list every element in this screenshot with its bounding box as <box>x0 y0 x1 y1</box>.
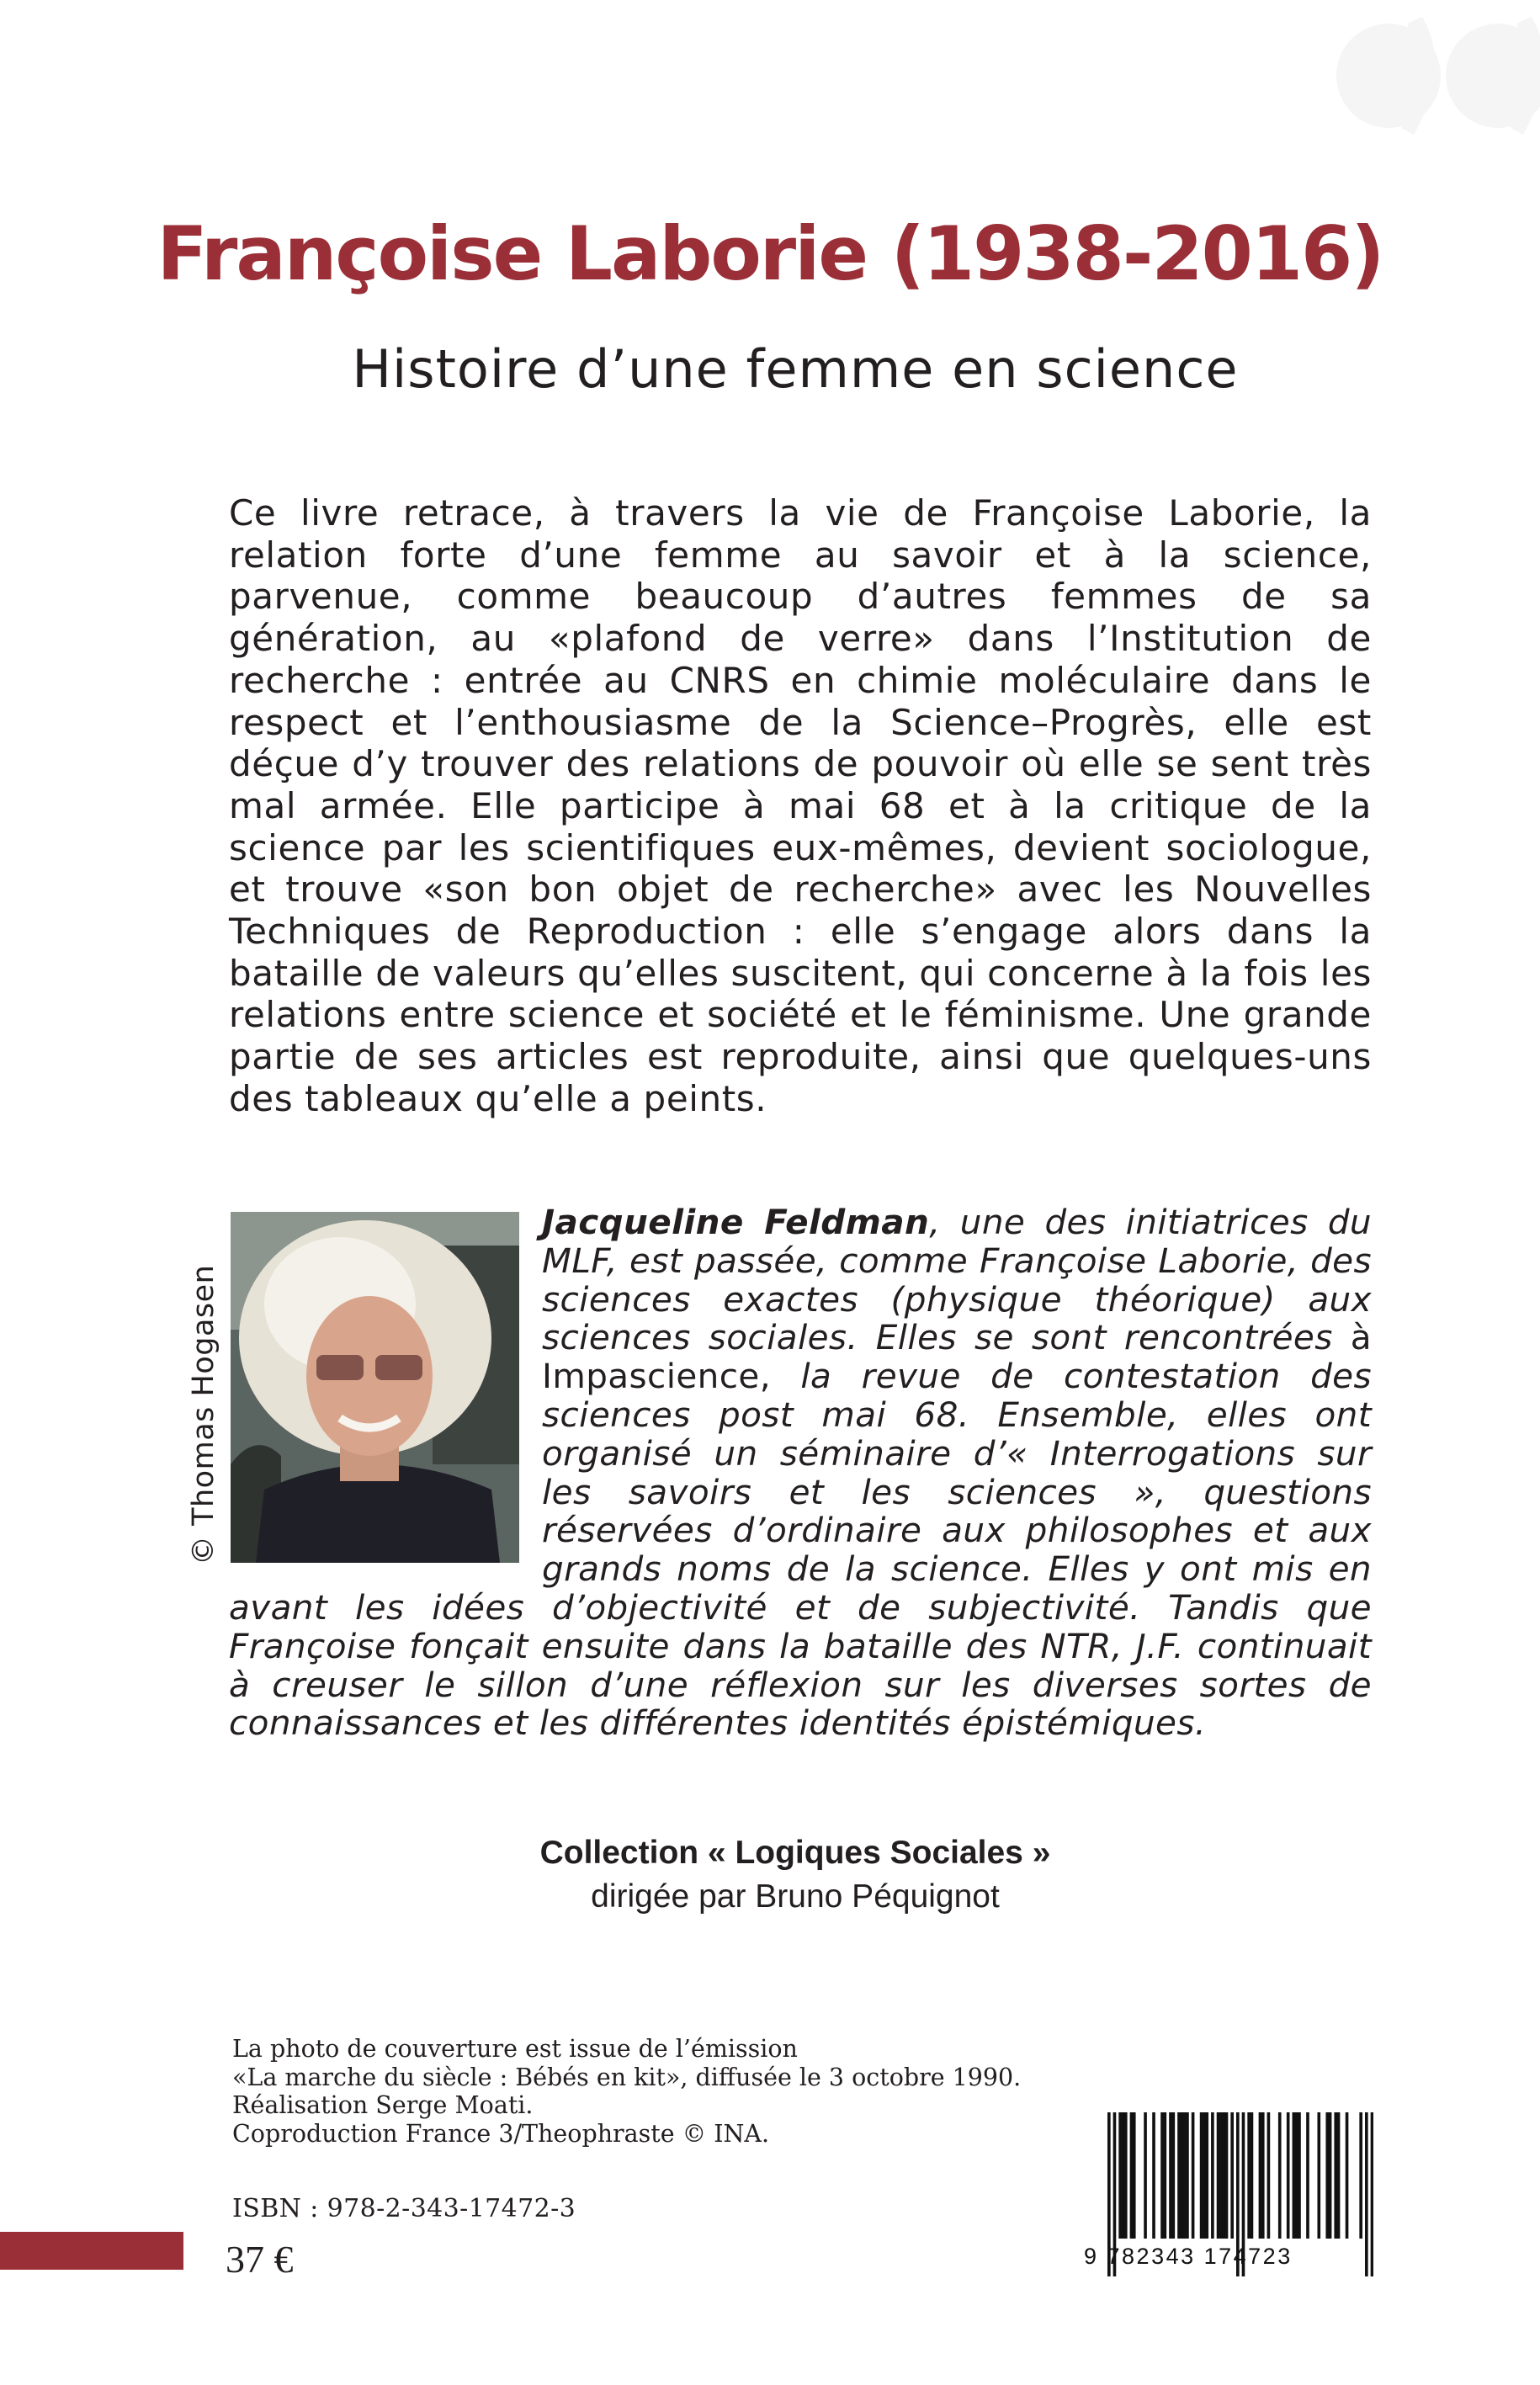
barcode-bar <box>1118 2112 1122 2239</box>
barcode-bar <box>1219 2112 1223 2239</box>
barcode-bar <box>1130 2112 1134 2239</box>
barcode-bar <box>1177 2112 1181 2239</box>
barcode-bar <box>1225 2112 1229 2239</box>
book-title: Françoise Laborie (1938-2016) <box>157 210 1383 297</box>
author-bio <box>229 1203 1372 1743</box>
price: 37 € <box>226 2238 294 2281</box>
barcode-bar <box>1287 2112 1290 2239</box>
barcode-bar <box>1247 2112 1251 2239</box>
barcode-bar <box>1230 2112 1234 2239</box>
barcode-bar <box>1211 2112 1214 2239</box>
barcode-bar <box>1298 2112 1301 2239</box>
barcode-bar <box>1259 2112 1262 2239</box>
author-bio-text: , une des initiatrices du MLF, est passée, comme Françoise Laborie, des sciences exactes (physique théorique) aux sciences sociales. Elles se sont rencontrées <box>542 1202 1372 1358</box>
barcode-bar <box>1251 2112 1254 2239</box>
barcode-bar <box>1164 2112 1167 2239</box>
barcode-bar <box>1346 2112 1349 2239</box>
barcode-bar <box>1183 2112 1187 2239</box>
barcode-bar <box>1203 2112 1206 2239</box>
barcode-bar <box>1293 2112 1296 2239</box>
barcode-bar <box>1306 2112 1309 2239</box>
barcode-bar <box>1169 2112 1172 2239</box>
isbn: ISBN : 978-2-343-17472-3 <box>232 2194 576 2223</box>
credit-line: La photo de couverture est issue de l’émission <box>232 2035 798 2063</box>
barcode-bar <box>1217 2112 1220 2239</box>
author-name: Jacqueline Feldman <box>542 1202 930 1242</box>
quote-mark-decoration <box>1296 0 1540 168</box>
book-summary: Ce livre retrace, à travers la vie de Françoise Laborie, la relation forte d’une femme au savoir et à la science, parvenue, comme beaucoup d’autres femmes de sa génération, au «plafond de verre» dans l’Institution de recherche : entrée au CNRS en chimie moléculaire dans le respect et l’enthousiasme de la Science–Progrès, elle est déçue d’y trouver des relations de pouvoir où elle se sent très mal armée. Elle participe à mai 68 et à la critique de la science par les scientifiques eux-mêmes, devient sociologue, et trouve «son bon objet de recherche» avec les Nouvelles Techniques de Reproduction : elle s’engage alors dans la bataille de valeurs qu’elles suscitent, qui concerne à la fois les relations entre science et société et le féminisme. Une grande partie de ses articles est reproduite, ainsi que quelques-uns des tableaux qu’elle a peints. <box>229 492 1372 1119</box>
barcode-bar <box>1144 2112 1147 2239</box>
barcode-bar <box>1295 2112 1298 2239</box>
barcode-bar <box>1317 2112 1320 2239</box>
credit-line: «La marche du siècle : Bébés en kit», diffusée le 3 octobre 1990. <box>232 2063 1022 2091</box>
barcode-bar <box>1186 2112 1189 2239</box>
barcode-bar <box>1267 2112 1271 2239</box>
barcode-bar <box>1200 2112 1203 2239</box>
credit-line: Coproduction France 3/Theophraste © INA. <box>232 2119 770 2148</box>
barcode-bar <box>1133 2112 1136 2239</box>
cover-photo-credits <box>232 2035 1074 2148</box>
barcode-bar <box>1180 2112 1183 2239</box>
credit-line: Réalisation Serge Moati. <box>232 2091 534 2119</box>
collection-director: dirigée par Bruno Péquignot <box>591 1878 1000 1915</box>
barcode-bar <box>1124 2112 1128 2239</box>
barcode-bar <box>1222 2112 1225 2239</box>
barcode-bar <box>1278 2112 1282 2239</box>
barcode-bar <box>1192 2112 1195 2239</box>
accent-strip <box>0 2232 183 2270</box>
barcode-bar <box>1122 2112 1125 2239</box>
author-bio-impascience: à Impascience, <box>542 1317 1372 1397</box>
barcode-bar <box>1337 2112 1341 2239</box>
barcode-digits: 9 782343 174723 <box>1084 2244 1293 2269</box>
book-subtitle: Histoire d’une femme en science <box>352 338 1239 400</box>
barcode-bar <box>1359 2112 1362 2239</box>
author-bio-text-2: la revue de contestation des sciences post mai 68. Ensemble, elles ont organisé un séminaire d’« Interrogations sur les savoirs et les sciences », questions réservées d’ordinaire aux philosophes et aux grands noms de la science. Elles y ont mis en avant les idées d’objectivité et de subjectivité. Tandis que Françoise fonçait ensuite dans la bataille des NTR, J.F. continuait à creuser le sillon d’une réflexion sur les diverses sortes de connaissances et les différentes identités épistémiques. <box>229 1356 1372 1744</box>
barcode-bar <box>1325 2112 1329 2239</box>
barcode-bar <box>1160 2112 1164 2239</box>
barcode-bar <box>1152 2112 1155 2239</box>
barcode-bar <box>1261 2112 1265 2239</box>
barcode-bar <box>1334 2112 1337 2239</box>
photo-credit: © Thomas Hogasen <box>187 1264 220 1565</box>
barcode-bar <box>1329 2112 1332 2239</box>
barcode-bar <box>1172 2112 1176 2239</box>
collection-name: Collection « Logiques Sociales » <box>539 1835 1051 1871</box>
barcode-bar <box>1205 2112 1208 2239</box>
